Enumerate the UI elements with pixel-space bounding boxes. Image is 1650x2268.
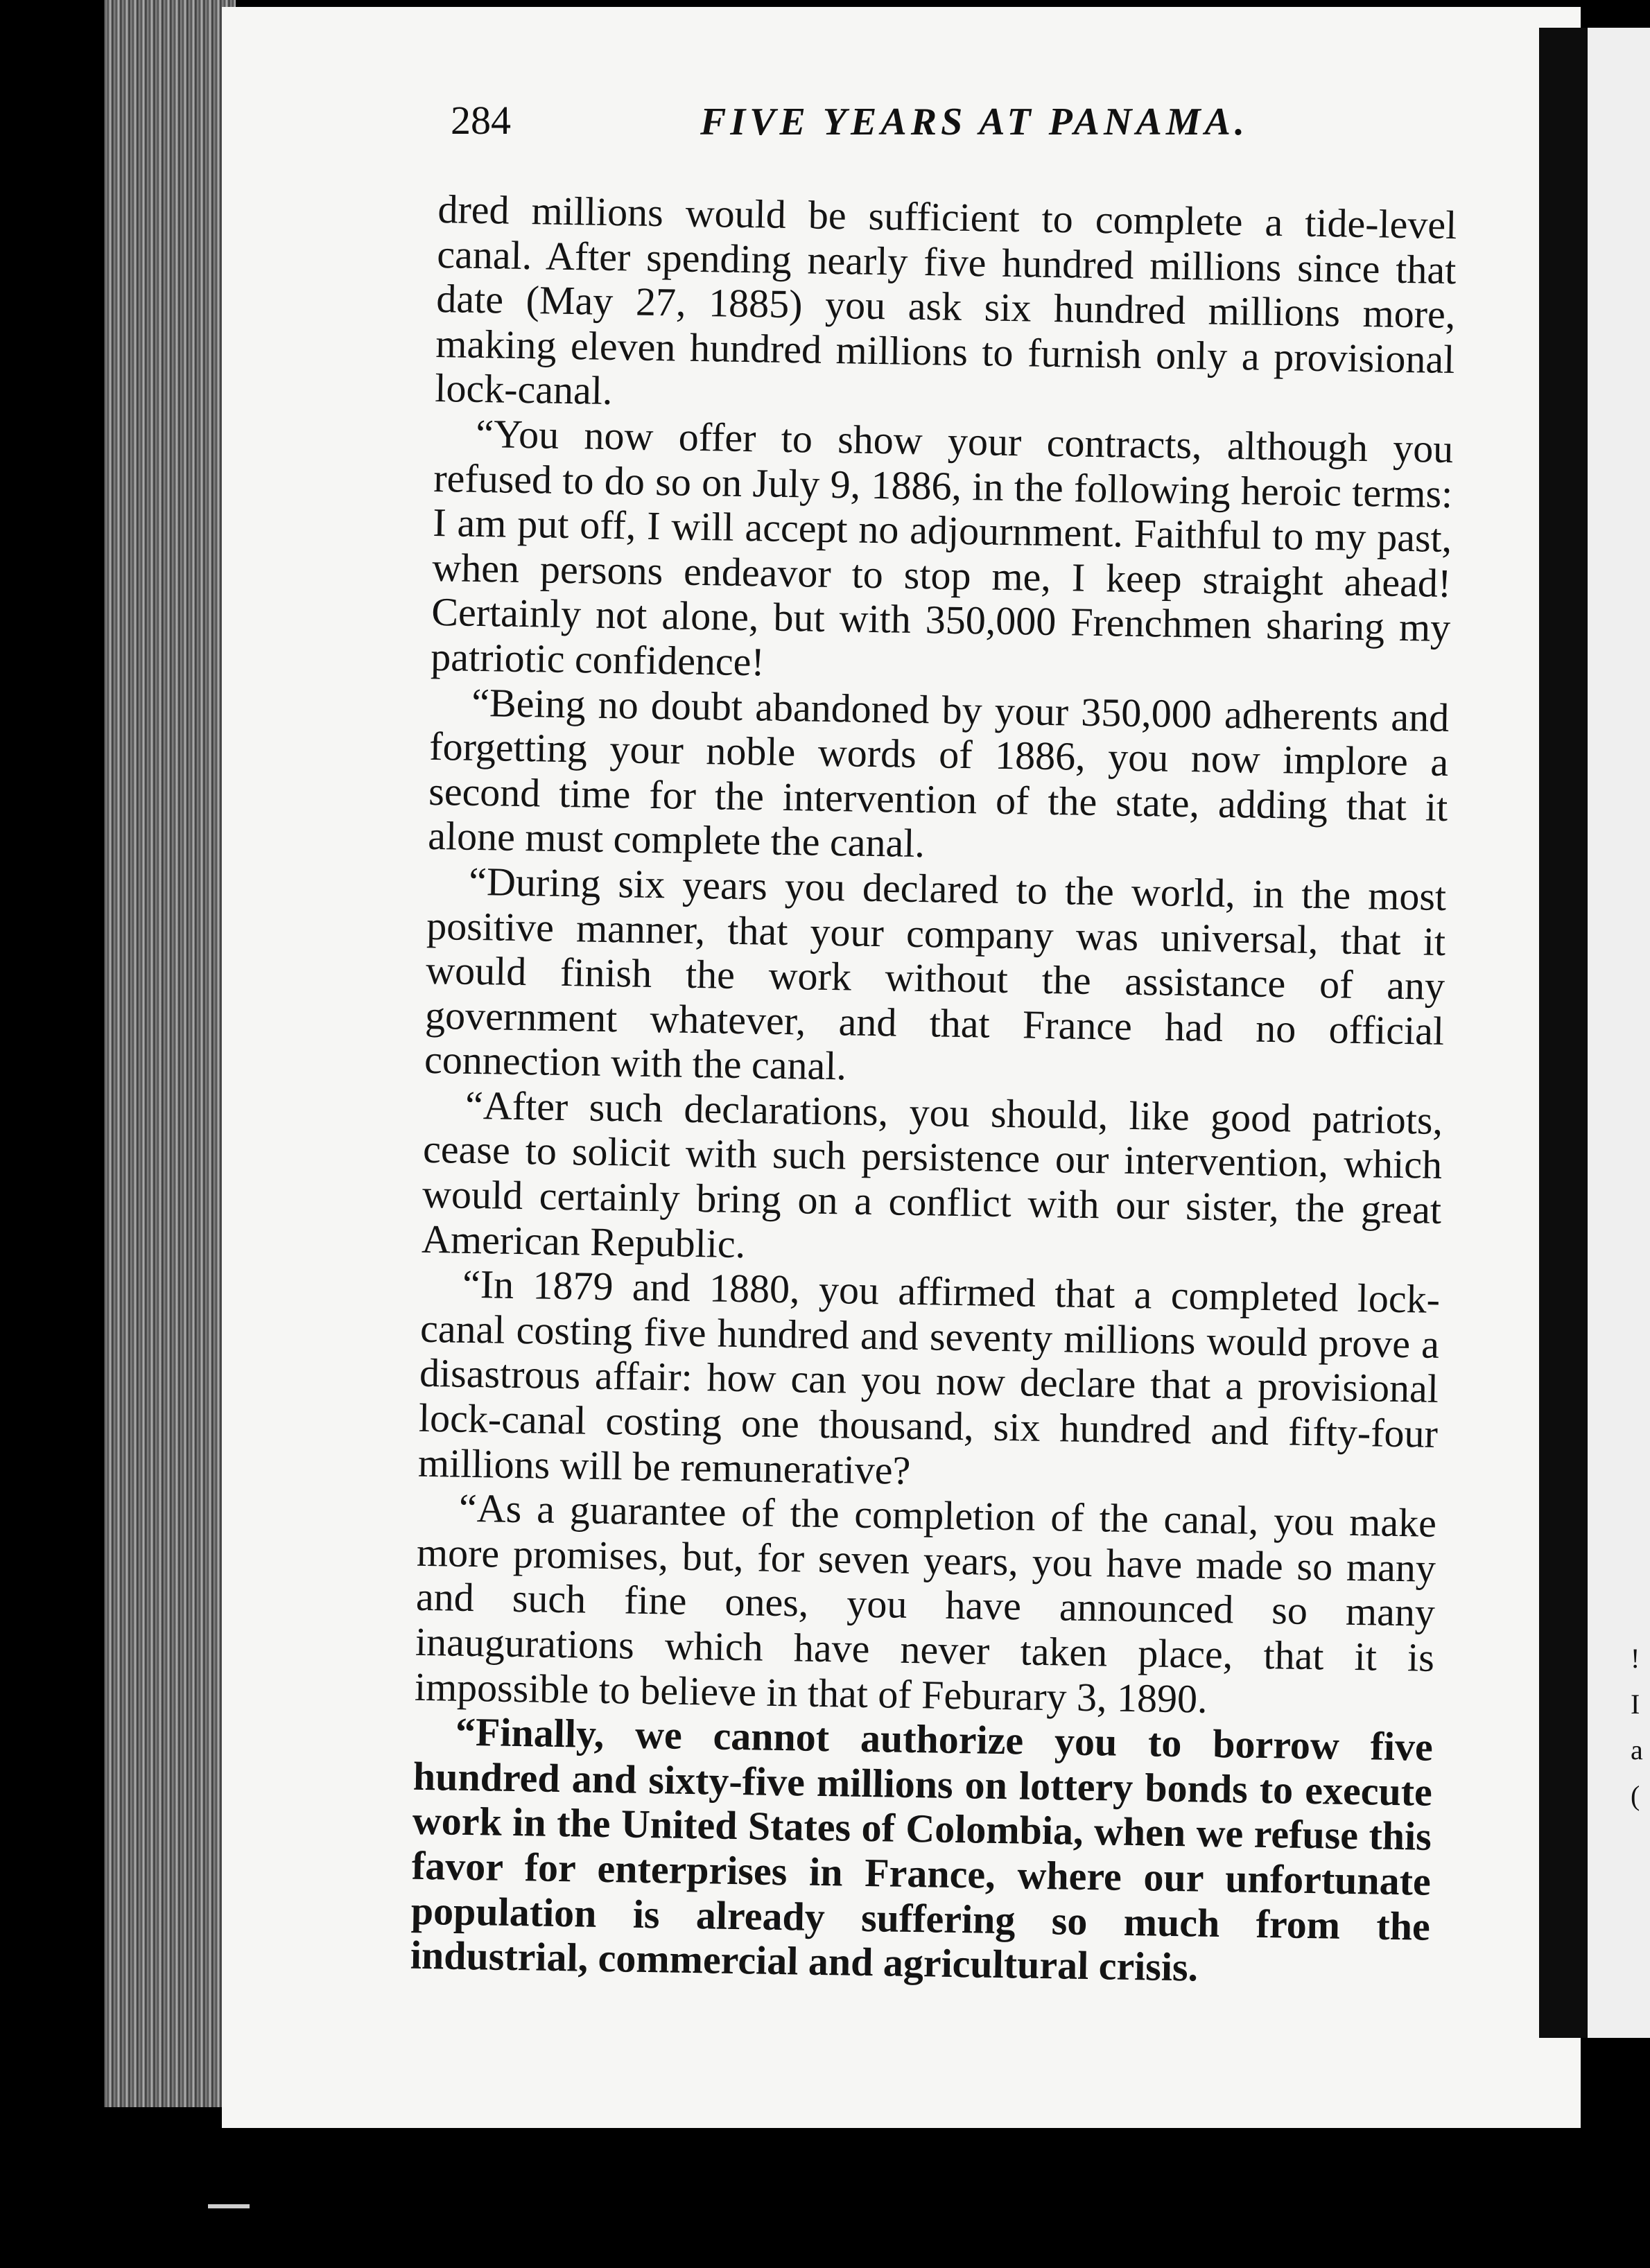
body-text [410, 187, 1457, 1994]
facing-mark: a [1631, 1734, 1643, 1765]
facing-mark: ! [1631, 1643, 1640, 1674]
running-title: FIVE YEARS AT PANAMA. [700, 101, 1249, 143]
paragraph: dred millions would be sufficient to complete a tide-level canal. After spending nearly five hundred millions since that date (May 27, 1885) you ask six hundred millions more, making eleven hundred millions to furnish only a provisional lock-canal. [434, 186, 1457, 414]
paragraph: “In 1879 and 1880, you affirmed that a completed lock-canal costing five hundred and seventy millions would prove a disastrous affair: how can you now declare that a provisional lock-canal costing one thousand, six hundred and fifty-four millions will be remunerative? [417, 1262, 1441, 1493]
paragraph: “Finally, we cannot authorize you to borrow five hundred and sixty-five millions on lottery bonds to execute work in the United States of Colombia, when we refuse this favor for enterprises in France, where our unfortunate population is already suffering so much from the industrial, commercial and agricultural crisis. [410, 1709, 1434, 1990]
page-number: 284 [451, 98, 511, 143]
facing-page-marks [1631, 1636, 1643, 1819]
scan-artifact [208, 2204, 250, 2208]
paragraph: “Being no doubt abandoned by your 350,000 adherents and forgetting your noble words of 1886, you now implore a second time for the intervention of the state, adding that it alone must complete the canal. [427, 679, 1450, 866]
paragraph: “You now offer to show your contracts, although you refused to do so on July 9, 1886, in the following heroic terms: I am put off, I will accept no adjournment. Faithful to my past, when persons endeavor to stop me, I keep straight ahead! Certainly not alone, but with 350,000 Frenchmen sharing my patriotic confidence! [430, 410, 1454, 685]
book-page-edges [104, 0, 236, 2107]
paragraph: “During six years you declared to the world, in the most positive manner, that your company was universal, that it would finish the work without the assistance of any government whatever, and that France had no official connection with the canal. [424, 858, 1447, 1089]
page-header [451, 97, 1456, 159]
facing-mark: ( [1631, 1780, 1640, 1811]
paragraph: “As a guarantee of the completion of the canal, you make more promises, but, for seven years, you have made so many and such fine ones, you have announced so many inaugurations which have never taken place, that it is impossible to believe in that of Feburary 3, 1890. [414, 1485, 1437, 1722]
facing-mark: I [1631, 1689, 1640, 1720]
paragraph: “After such declarations, you should, like good patriots, cease to solicit with such persistence our intervention, which would certainly bring on a conflict with our sister, the great American Republic. [421, 1082, 1443, 1266]
